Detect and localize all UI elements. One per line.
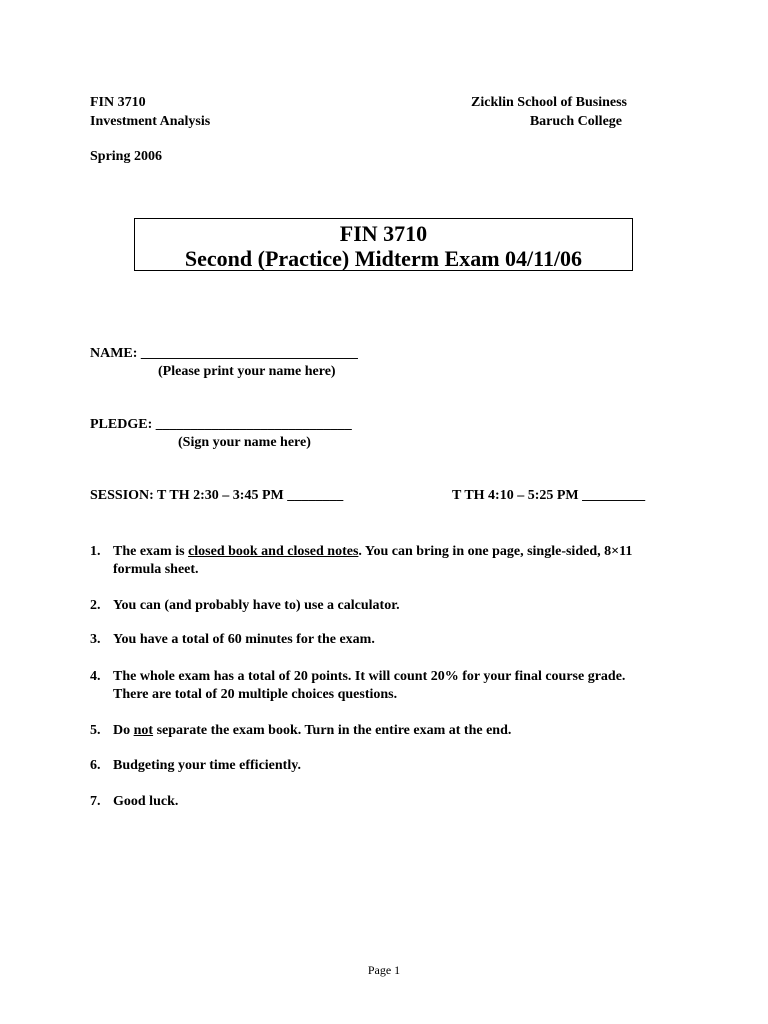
college-name: Baruch College	[529, 114, 622, 129]
item-text: The exam is	[113, 544, 189, 559]
instruction-item-7	[90, 793, 178, 811]
item-text: separate the exam book. Turn in the entire exam at the end.	[153, 723, 512, 738]
session-option-1[interactable]: SESSION: T TH 2:30 – 3:45 PM ________	[90, 488, 344, 503]
instruction-item-3	[90, 631, 375, 649]
name-field[interactable]: NAME: _______________________________	[90, 346, 358, 361]
pledge-field[interactable]: PLEDGE: ____________________________	[90, 417, 352, 432]
item-number: 7.	[90, 794, 101, 809]
instruction-item-2	[90, 597, 400, 615]
page-number: Page 1	[367, 963, 401, 977]
instruction-item-1	[90, 543, 632, 579]
pledge-hint: (Sign your name here)	[178, 435, 311, 450]
item-number: 3.	[90, 632, 101, 647]
exam-title-box	[134, 218, 633, 271]
exam-title-line2: Second (Practice) Midterm Exam 04/11/06	[184, 246, 583, 271]
item-number: 5.	[90, 723, 101, 738]
item-number: 2.	[90, 598, 101, 613]
item-continuation: formula sheet.	[113, 562, 199, 577]
item-text: Good luck.	[113, 794, 179, 809]
course-code: FIN 3710	[90, 95, 146, 110]
instruction-item-5	[90, 722, 511, 740]
item-number: 4.	[90, 669, 101, 684]
course-name: Investment Analysis	[90, 114, 211, 129]
item-text: . You can bring in one page, single-sided, 8×11	[358, 544, 633, 559]
item-text: Do	[113, 723, 134, 738]
item-number: 1.	[90, 544, 101, 559]
term: Spring 2006	[90, 149, 162, 164]
item-number: 6.	[90, 758, 101, 773]
school-name: Zicklin School of Business	[471, 95, 627, 110]
item-emphasis: closed book and closed notes	[188, 544, 359, 559]
item-text: The whole exam has a total of 20 points. It will count 20% for your final course grade.	[113, 669, 626, 684]
item-text: Budgeting your time efficiently.	[113, 758, 301, 773]
item-text: You have a total of 60 minutes for the exam.	[113, 632, 375, 647]
item-emphasis: not	[133, 723, 154, 738]
exam-title-line1: FIN 3710	[339, 221, 428, 246]
item-text: You can (and probably have to) use a calculator.	[113, 598, 400, 613]
session-option-2[interactable]: T TH 4:10 – 5:25 PM _________	[452, 488, 646, 503]
name-hint: (Please print your name here)	[158, 364, 336, 379]
instruction-item-6	[90, 757, 301, 775]
item-continuation: There are total of 20 multiple choices questions.	[113, 687, 398, 702]
instruction-item-4	[90, 668, 625, 704]
